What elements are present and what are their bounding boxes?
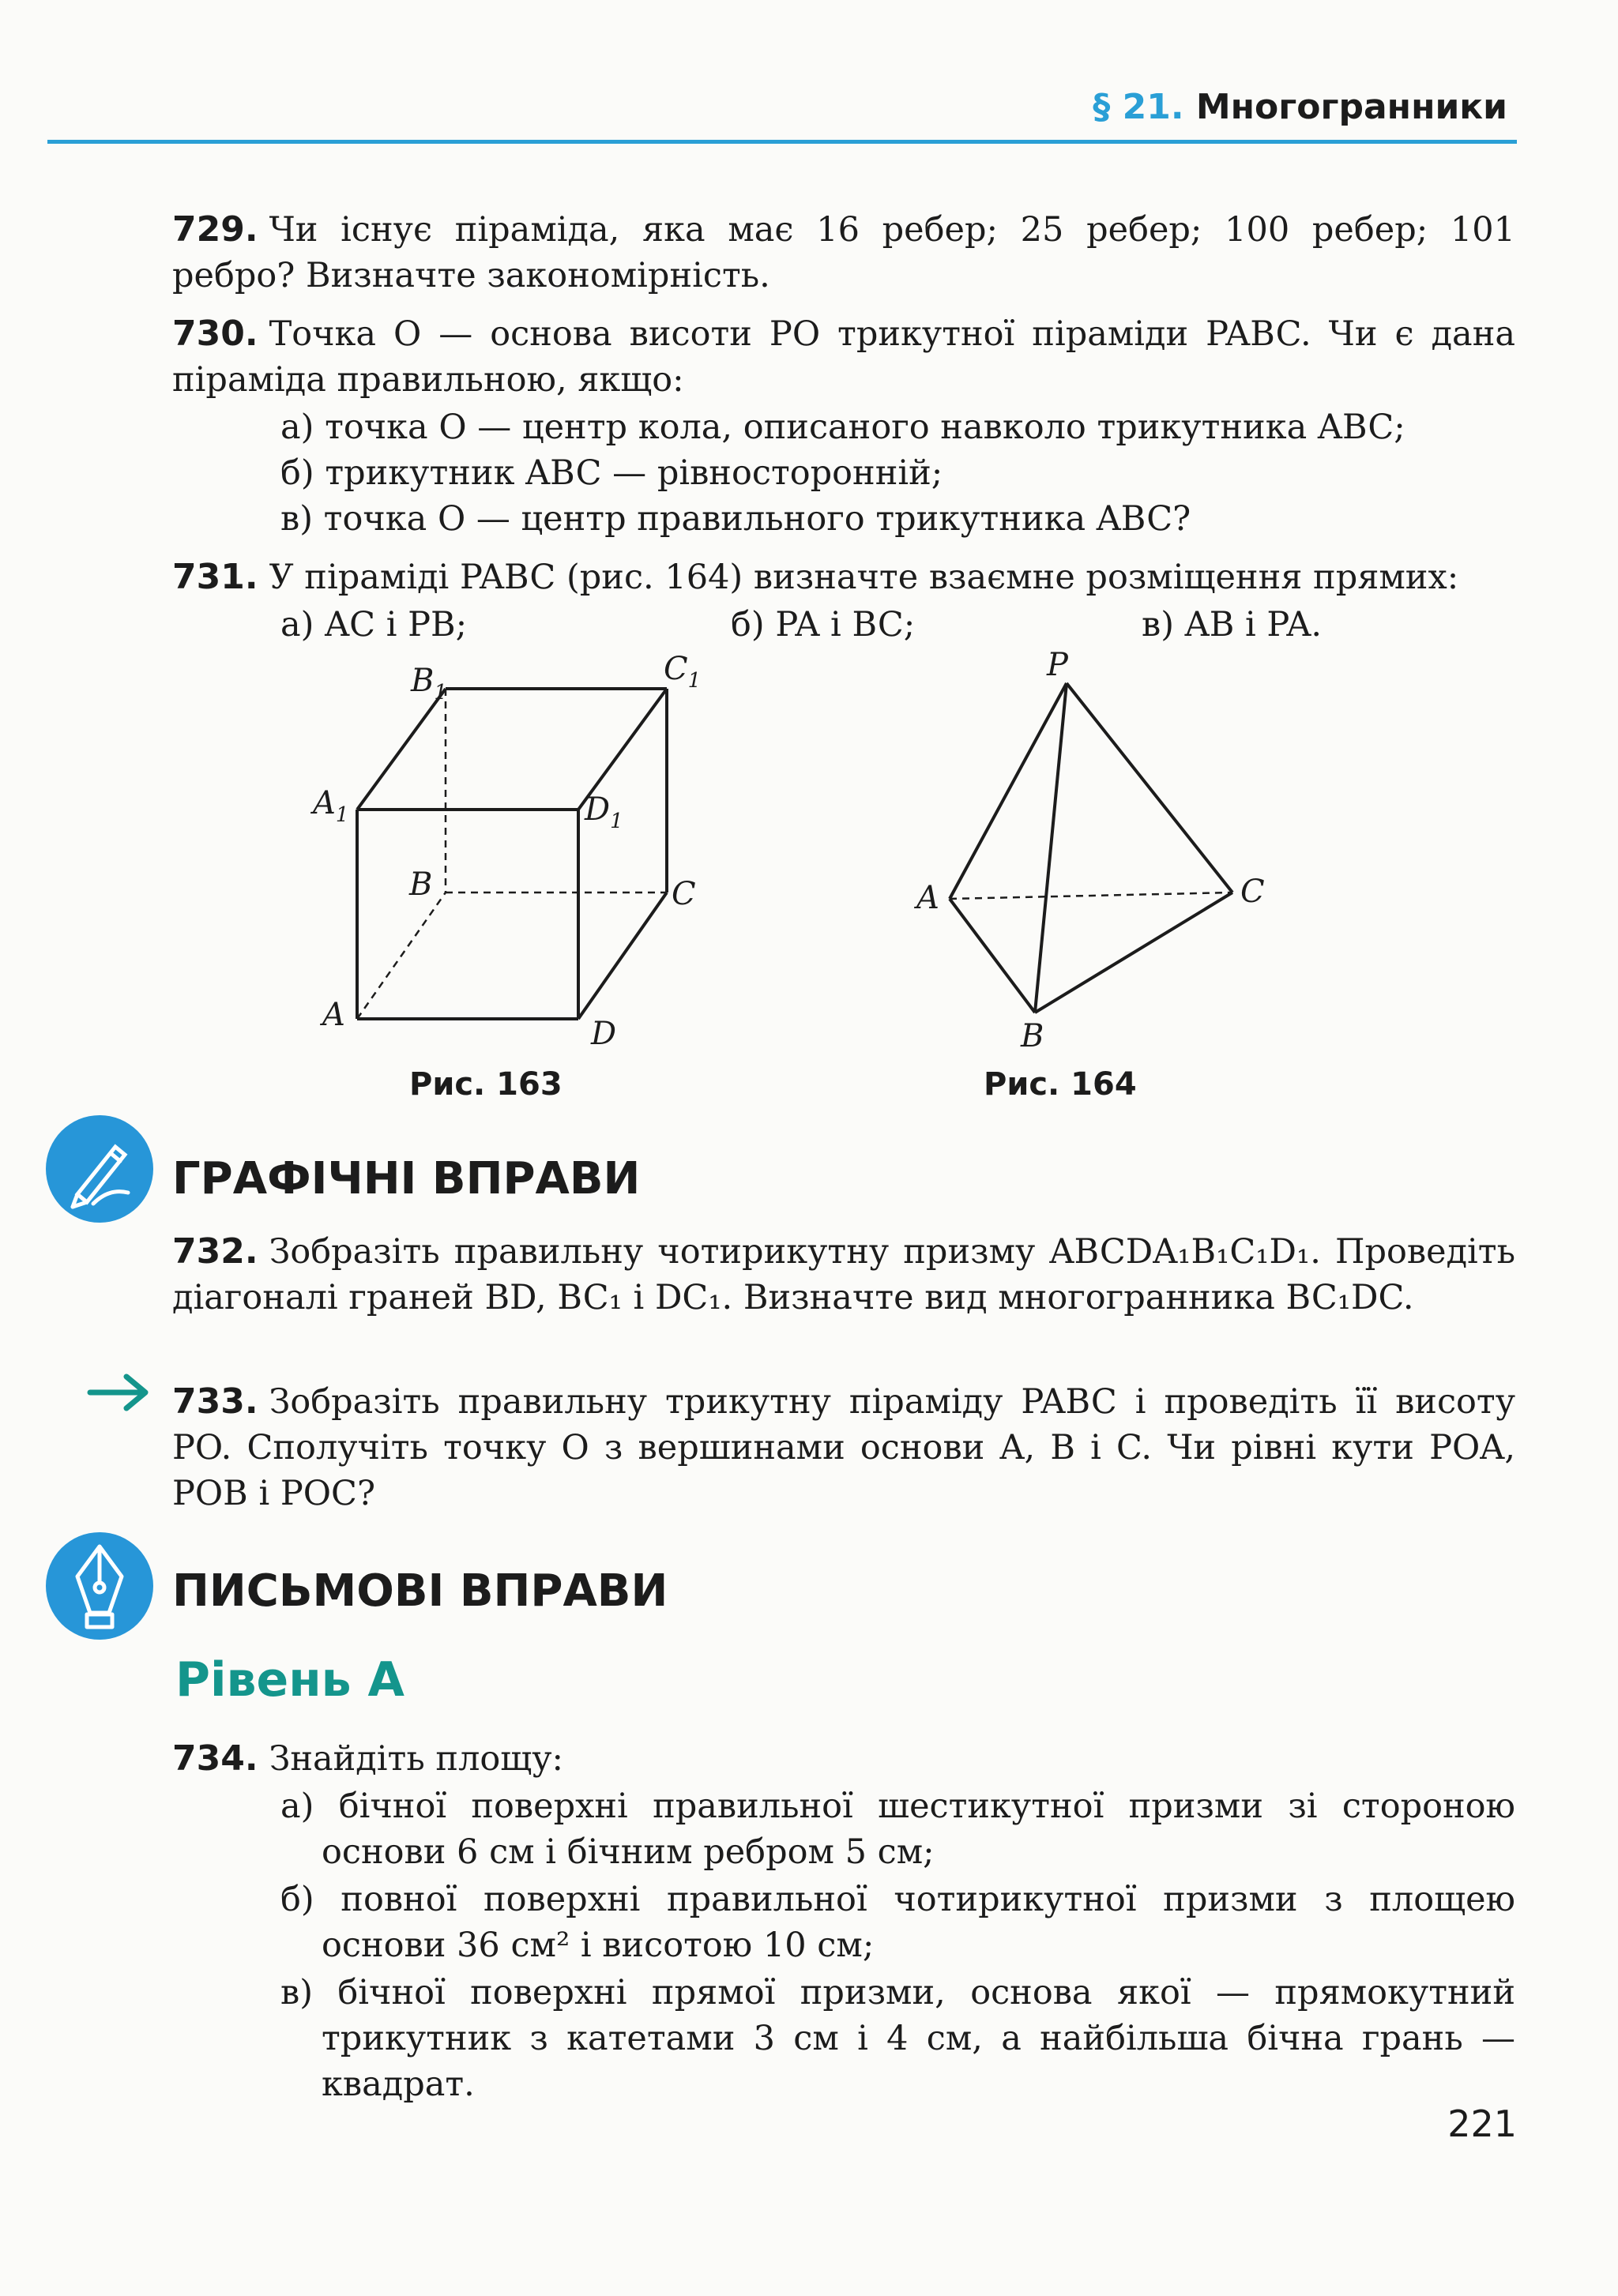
edge-pc (1067, 683, 1232, 892)
label-p: P (1047, 648, 1068, 683)
edge-a1b1 (357, 689, 446, 810)
problem-730-a: а) точка O — центр кола, описаного навколо трикутника ABC; (280, 408, 1405, 447)
problem-number: 734. (172, 1738, 258, 1779)
problem-text: Чи існує піраміда, яка має 16 ребер; 25 ребер; 100 ребер; 101 ребро? Визначте закономірність. (172, 210, 1515, 295)
problem-730-b: б) трикутник ABC — рівносторонній; (280, 453, 943, 493)
label-b: B (409, 866, 433, 903)
heading-level-a: Рівень А (175, 1652, 404, 1708)
problem-730 (172, 311, 1515, 403)
problem-734 (172, 1736, 1515, 1782)
problem-733 (172, 1379, 1515, 1516)
label-a1: $A_1$ (313, 785, 349, 827)
label-a: A (322, 997, 345, 1033)
problem-731-c: в) AB і PA. (1142, 605, 1323, 644)
problem-731-b: б) PA і BC; (731, 605, 916, 644)
section-title (1093, 87, 1507, 127)
problem-734-c: в) бічної поверхні прямої призми, основа якої — прямокутний трикутник з катетами 3 см і 4 см, а найбільша бічна грань — квадрат. (280, 1973, 1515, 2104)
problem-734-b: б) повної поверхні правильної чотирикутної призми з площею основи 36 см² і висотою 10 см; (280, 1880, 1515, 1965)
problem-number: 733. (172, 1381, 258, 1422)
problem-732 (172, 1229, 1515, 1321)
edge-ab (950, 899, 1035, 1013)
figure-164 (901, 648, 1311, 1058)
caption-fig-163: Рис. 163 (409, 1066, 563, 1103)
pencil-ruler-icon (46, 1115, 153, 1223)
hidden-edge-ac (950, 892, 1232, 899)
problem-number: 729. (172, 209, 258, 250)
heading-written-exercises: ПИСЬМОВІ ВПРАВИ (172, 1565, 668, 1617)
problem-731 (172, 554, 1515, 600)
page-number: 221 (1447, 2102, 1517, 2145)
header-rule (47, 140, 1517, 144)
label-d1: $D_1$ (585, 791, 623, 833)
problem-730-c: в) точка O — центр правильного трикутника ABC? (280, 499, 1191, 539)
problem-text: Зобразіть правильну чотирикутну призму ABCDA₁B₁C₁D₁. Проведіть діагоналі граней BD, BC₁ і DC₁. Визначте вид многогранника BC₁DC. (172, 1232, 1515, 1317)
label-c: C (672, 876, 696, 912)
problem-729 (172, 207, 1515, 299)
problem-text: Точка O — основа висоти PO трикутної піраміди PABC. Чи є дана піраміда правильною, якщо: (172, 314, 1515, 400)
label-c1: $C_1$ (664, 651, 702, 693)
label-c: C (1240, 874, 1265, 910)
label-b1: $B_1$ (411, 663, 447, 705)
problem-text: У піраміді PABC (рис. 164) визначте взаємне розміщення прямих: (269, 558, 1459, 597)
label-a: A (916, 880, 939, 916)
problem-number: 730. (172, 314, 258, 354)
edge-bc (1035, 892, 1232, 1013)
heading-graphic-exercises: ГРАФІЧНІ ВПРАВИ (172, 1153, 641, 1204)
hidden-edge-ab (357, 892, 446, 1019)
label-b: B (1021, 1018, 1044, 1054)
section-number: § 21. (1093, 87, 1184, 127)
fountain-pen-icon (46, 1532, 153, 1640)
arrow-right-icon (87, 1373, 152, 1412)
problem-text: Знайдіть площу: (269, 1739, 564, 1779)
figure-163 (300, 648, 743, 1058)
edge-dc (578, 892, 667, 1019)
page-header (47, 87, 1517, 144)
problem-number: 731. (172, 557, 258, 597)
problem-734-a: а) бічної поверхні правильної шестикутної призми зі стороною основи 6 см і бічним ребром 5 см; (280, 1787, 1515, 1872)
problem-731-a: а) AC і PB; (280, 605, 468, 644)
label-d: D (591, 1016, 617, 1052)
caption-fig-164: Рис. 164 (984, 1066, 1137, 1103)
problem-number: 732. (172, 1231, 258, 1272)
problem-text: Зобразіть правильну трикутну піраміду PABC і проведіть її висоту PO. Сполучіть точку O з вершинами основи A, B і C. Чи рівні кути POA, POB і POC? (172, 1382, 1515, 1513)
section-name: Многогранники (1195, 87, 1507, 127)
